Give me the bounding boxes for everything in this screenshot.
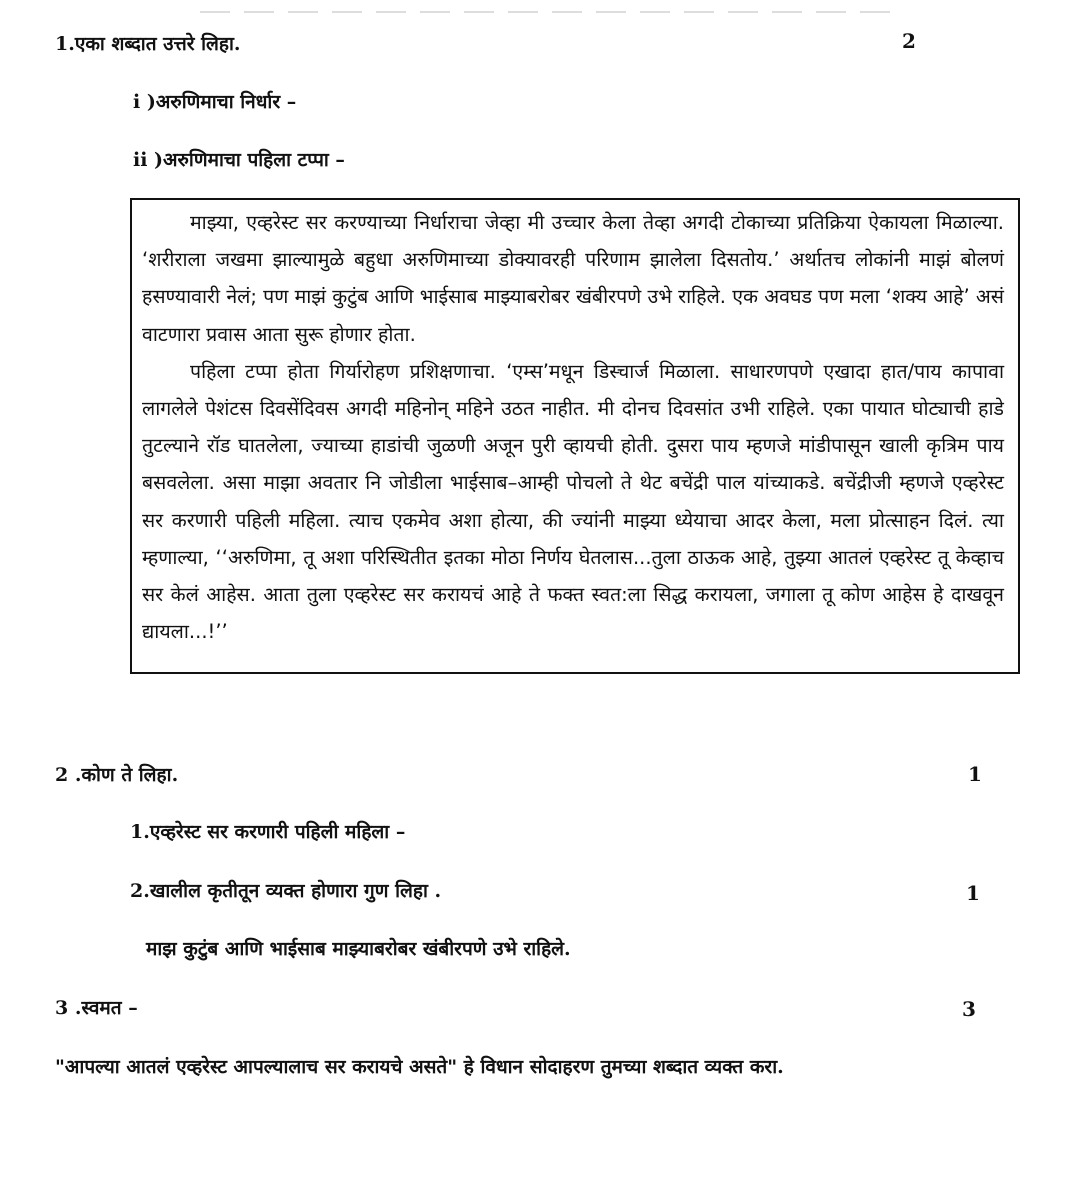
top-edge-artifact xyxy=(200,0,900,4)
q3-text: "आपल्या आतलं एव्हरेस्ट आपल्यालाच सर करायचे असते" हे विधान सोदाहरण तुमच्या शब्दात व्यक्त करा. xyxy=(55,1056,784,1078)
q1-title: 1.एका शब्दात उत्तरे लिहा. xyxy=(55,33,241,55)
q1-item-2: ii )अरुणिमाचा पहिला टप्पा – xyxy=(133,149,345,171)
q3-marks: 3 xyxy=(962,997,976,1021)
q1-marks: 2 xyxy=(902,29,916,53)
q2-item-1: 1.एव्हरेस्ट सर करणारी पहिली महिला – xyxy=(130,821,406,843)
passage-paragraph-2: पहिला टप्पा होता गिर्यारोहण प्रशिक्षणाचा. ‘एम्स’मधून डिस्चार्ज मिळाला. साधारणपणे एखादा हात/पाय कापावा लागलेले पेशंटस दिवसेंदिवस अगदी महिनोन् महिने उठत नाहीत. मी दोनच दिवसांत उभी राहिले. एका पायात घोट्याची हाडे तुटल्याने रॉड घातलेला, ज्याच्या हाडांची जुळणी अजून पुरी व्हायची होती. दुसरा पाय म्हणजे मांडीपासून खाली कृत्रिम पाय बसवलेला. असा माझा अवतार नि जोडीला भाईसाब–आम्ही पोचलो ते थेट बचेंद्री पाल यांच्याकडे. बचेंद्रीजी म्हणजे एव्हरेस्ट सर करणारी पहिली महिला. त्याच एकमेव अशा होत्या, की ज्यांनी माझ्या ध्येयाचा आदर केला, मला प्रोत्साहन दिलं. त्या म्हणाल्या, ‘‘अरुणिमा, तू अशा परिस्थितीत इतका मोठा निर्णय घेतलास...तुला ठाऊक आहे, तुझ्या आतलं एव्हरेस्ट तू केव्हाच सर केलं आहेस. आता तुला एव्हरेस्ट सर करायचं आहे ते फक्त स्वत:ला सिद्ध करायला, जगाला तू कोण आहेस हे दाखवून द्यायला...!’’ xyxy=(142,359,1004,644)
passage-paragraph-1: माझ्या, एव्हरेस्ट सर करण्याच्या निर्धाराचा जेव्हा मी उच्चार केला तेव्हा अगदी टोकाच्या प्रतिक्रिया ऐकायला मिळाल्या. ‘शरीराला जखमा झाल्यामुळे बहुधा अरुणिमाच्या डोक्यावरही परिणाम झालेला दिसतोय.’ अर्थातच लोकांनी माझं बोलणं हसण्यावारी नेलं; पण माझं कुटुंब आणि भाईसाब माझ्याबरोबर खंबीरपणे उभे राहिले. एक अवघड पण मला ‘शक्य आहे’ असं वाटणारा प्रवास आता सुरू होणार होता. xyxy=(142,211,1004,346)
q2-item-2-text: माझ कुटुंब आणि भाईसाब माझ्याबरोबर खंबीरपणे उभे राहिले. xyxy=(146,938,571,960)
q2-item-2: 2.खालील कृतीतून व्यक्त होणारा गुण लिहा . xyxy=(130,880,442,902)
q1-item-1: i )अरुणिमाचा निर्धार – xyxy=(133,91,297,113)
q3-title: 3 .स्वमत – xyxy=(55,997,138,1019)
q2-item-2-marks: 1 xyxy=(966,881,980,905)
passage-box xyxy=(130,198,1020,674)
q2-title: 2 .कोण ते लिहा. xyxy=(55,764,179,786)
q2-marks: 1 xyxy=(968,762,982,786)
